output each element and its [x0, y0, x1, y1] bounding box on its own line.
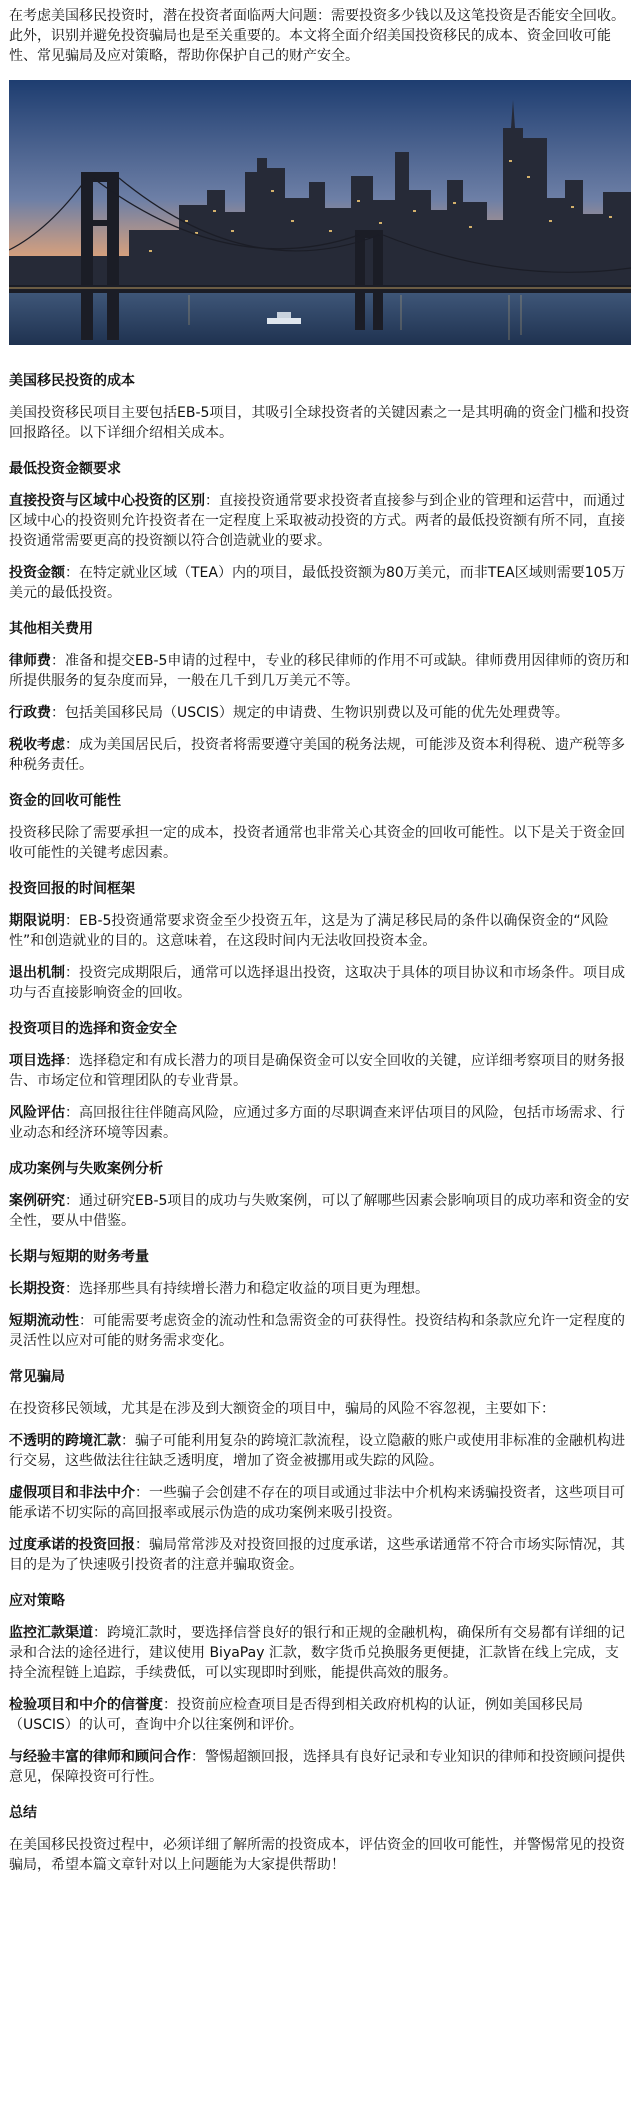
term-label: 长期投资: [9, 1281, 65, 1297]
section-title-summary: 总结: [9, 1805, 37, 1821]
paragraph-long-term: 长期投资：选择那些具有持续增长潜力和稳定收益的项目更为理想。: [9, 1281, 429, 1297]
term-text: 在特定就业区域（TEA）内的项目，最低投资额为80万美元，而非TEA区域则需要105万美元的最低投资。: [9, 565, 626, 601]
paragraph-overpromise: 过度承诺的投资回报：骗局常常涉及对投资回报的过度承诺，这些承诺通常不符合市场实际情况，其目的是为了快速吸引投资者的注意并骗取资金。: [9, 1537, 625, 1573]
term-text: 警惕超额回报，选择具有良好记录和专业知识的律师和投资顾问提供意见，保障投资可行性。: [9, 1749, 625, 1785]
section-title-strategy: 应对策略: [9, 1593, 65, 1609]
paragraph-project-selection: 项目选择：选择稳定和有成长潜力的项目是确保资金可以安全回收的关键，应详细考察项目的财务报告、市场定位和管理团队的专业背景。: [9, 1053, 625, 1089]
term-label: 税收考虑: [9, 737, 65, 753]
term-label: 项目选择: [9, 1053, 65, 1069]
term-text: 成为美国居民后，投资者将需要遵守美国的税务法规，可能涉及资本利得税、遗产税等多种税务责任。: [9, 737, 625, 773]
paragraph-admin-fee: 行政费：包括美国移民局（USCIS）规定的申请费、生物识别费以及可能的优先处理费等。: [9, 705, 569, 721]
recovery-description: 投资移民除了需要承担一定的成本，投资者通常也非常关心其资金的回收可能性。以下是关于资金回收可能性的关键考虑因素。: [9, 825, 625, 861]
term-label: 过度承诺的投资回报: [9, 1537, 135, 1553]
term-text: 投资完成期限后，通常可以选择退出投资，这取决于具体的项目协议和市场条件。项目成功与否直接影响资金的回收。: [9, 965, 625, 1001]
term-text: 直接投资通常要求投资者直接参与到企业的管理和运营中，而通过区域中心的投资则允许投资者在一定程度上采取被动投资的方式。两者的最低投资额有所不同，直接投资通常需要更高的投资额以符合创造就业的要求。: [9, 493, 625, 549]
term-text: 选择稳定和有成长潜力的项目是确保资金可以安全回收的关键，应详细考察项目的财务报告、市场定位和管理团队的专业背景。: [9, 1053, 625, 1089]
term-label: 短期流动性: [9, 1313, 79, 1329]
term-label: 不透明的跨境汇款: [9, 1433, 121, 1449]
paragraph-short-term: 短期流动性：可能需要考虑资金的流动性和急需资金的可获得性。投资结构和条款应允许一定程度的灵活性以应对可能的财务需求变化。: [9, 1313, 625, 1349]
term-label: 直接投资与区域中心投资的区别: [9, 493, 205, 509]
summary-paragraph: 在美国移民投资过程中，必须详细了解所需的投资成本，评估资金的回收可能性，并警惕常见的投资骗局，希望本篇文章针对以上问题能为大家提供帮助！: [9, 1837, 625, 1873]
hero-image-brooklyn-bridge-skyline: [9, 80, 631, 345]
subsection-title-long-short: 长期与短期的财务考量: [9, 1249, 149, 1265]
subsection-title-other-fees: 其他相关费用: [9, 621, 93, 637]
term-text: 准备和提交EB-5申请的过程中，专业的移民律师的作用不可或缺。律师费用因律师的资历和所提供服务的复杂度而异，一般在几千到几万美元不等。: [9, 653, 630, 689]
paragraph-case-study: 案例研究：通过研究EB-5项目的成功与失败案例，可以了解哪些因素会影响项目的成功率和资金的安全性，要从中借鉴。: [9, 1193, 630, 1229]
term-text: 包括美国移民局（USCIS）规定的申请费、生物识别费以及可能的优先处理费等。: [65, 705, 569, 721]
subsection-title-selection: 投资项目的选择和资金安全: [9, 1021, 177, 1037]
term-text: 一些骗子会创建不存在的项目或通过非法中介机构来诱骗投资者，这些项目可能承诺不切实际的高回报率或展示伪造的成功案例来吸引投资。: [9, 1485, 625, 1521]
paragraph-investment-amount: 投资金额：在特定就业区域（TEA）内的项目，最低投资额为80万美元，而非TEA区域则需要105万美元的最低投资。: [9, 565, 626, 601]
term-text: 骗子可能利用复杂的跨境汇款流程，设立隐蔽的账户或使用非标准的金融机构进行交易，这些做法往往缺乏透明度，增加了资金被挪用或失踪的风险。: [9, 1433, 625, 1469]
scams-description: 在投资移民领域，尤其是在涉及到大额资金的项目中，骗局的风险不容忽视，主要如下：: [9, 1401, 555, 1417]
paragraph-opaque-remittance: 不透明的跨境汇款：骗子可能利用复杂的跨境汇款流程，设立隐蔽的账户或使用非标准的金融机构进行交易，这些做法往往缺乏透明度，增加了资金被挪用或失踪的风险。: [9, 1433, 625, 1469]
paragraph-verify-credibility: 检验项目和中介的信誉度：投资前应检查项目是否得到相关政府机构的认证，例如美国移民局（USCIS）的认可，查询中介以往案例和评价。: [9, 1697, 583, 1733]
term-label: 律师费: [9, 653, 51, 669]
paragraph-fake-projects: 虚假项目和非法中介：一些骗子会创建不存在的项目或通过非法中介机构来诱骗投资者，这些项目可能承诺不切实际的高回报率或展示伪造的成功案例来吸引投资。: [9, 1485, 625, 1521]
paragraph-direct-vs-regional: 直接投资与区域中心投资的区别：直接投资通常要求投资者直接参与到企业的管理和运营中，而通过区域中心的投资则允许投资者在一定程度上采取被动投资的方式。两者的最低投资额有所不同，直接投资通常需要更高的投资额以符合创造就业的要求。: [9, 493, 625, 549]
term-label: 期限说明: [9, 913, 65, 929]
term-label: 检验项目和中介的信誉度: [9, 1697, 163, 1713]
intro-paragraph: 在考虑美国移民投资时，潜在投资者面临两大问题：需要投资多少钱以及这笔投资是否能安全回收。此外，识别并避免投资骗局也是至关重要的。本文将全面介绍美国投资移民的成本、资金回收可能性、常见骗局及应对策略，帮助你保护自己的财产安全。: [9, 8, 625, 64]
paragraph-lawyer-fee: 律师费：准备和提交EB-5申请的过程中，专业的移民律师的作用不可或缺。律师费用因律师的资历和所提供服务的复杂度而异，一般在几千到几万美元不等。: [9, 653, 630, 689]
term-label: 与经验丰富的律师和顾问合作: [9, 1749, 191, 1765]
paragraph-monitor-remittance: 监控汇款渠道：跨境汇款时，要选择信誉良好的银行和正规的金融机构，确保所有交易都有详细的记录和合法的途径进行，建议使用 BiyaPay 汇款，数字货币兑换服务更便捷，汇款皆在线上完成，支持全流程链上追踪，手续费低，可以实现即时到账，能提供高效的服务。: [9, 1625, 625, 1681]
paragraph-exit-mechanism: 退出机制：投资完成期限后，通常可以选择退出投资，这取决于具体的项目协议和市场条件。项目成功与否直接影响资金的回收。: [9, 965, 625, 1001]
paragraph-work-with-lawyers: 与经验丰富的律师和顾问合作：警惕超额回报，选择具有良好记录和专业知识的律师和投资顾问提供意见，保障投资可行性。: [9, 1749, 625, 1785]
cost-description: 美国投资移民项目主要包括EB-5项目，其吸引全球投资者的关键因素之一是其明确的资金门槛和投资回报路径。以下详细介绍相关成本。: [9, 405, 630, 441]
term-text: 高回报往往伴随高风险，应通过多方面的尽职调查来评估项目的风险，包括市场需求、行业动态和经济环境等因素。: [9, 1105, 625, 1141]
term-text: 骗局常常涉及对投资回报的过度承诺，这些承诺通常不符合市场实际情况，其目的是为了快速吸引投资者的注意并骗取资金。: [9, 1537, 625, 1573]
term-label: 监控汇款渠道: [9, 1625, 93, 1641]
section-title-scams: 常见骗局: [9, 1369, 65, 1385]
term-label: 投资金额: [9, 565, 65, 581]
paragraph-term-explanation: 期限说明：EB-5投资通常要求资金至少投资五年，这是为了满足移民局的条件以确保资金的“风险性”和创造就业的目的。这意味着，在这段时间内无法收回投资本金。: [9, 913, 609, 949]
subsection-title-timeframe: 投资回报的时间框架: [9, 881, 135, 897]
section-title-cost: 美国移民投资的成本: [9, 373, 135, 389]
term-text: 投资前应检查项目是否得到相关政府机构的认证，例如美国移民局（USCIS）的认可，查询中介以往案例和评价。: [9, 1697, 583, 1733]
term-text: EB-5投资通常要求资金至少投资五年，这是为了满足移民局的条件以确保资金的“风险性”和创造就业的目的。这意味着，在这段时间内无法收回投资本金。: [9, 913, 609, 949]
subsection-title-min-investment: 最低投资金额要求: [9, 461, 121, 477]
subsection-title-cases: 成功案例与失败案例分析: [9, 1161, 163, 1177]
term-text: 可能需要考虑资金的流动性和急需资金的可获得性。投资结构和条款应允许一定程度的灵活性以应对可能的财务需求变化。: [9, 1313, 625, 1349]
term-text: 选择那些具有持续增长潜力和稳定收益的项目更为理想。: [79, 1281, 429, 1297]
section-title-recovery: 资金的回收可能性: [9, 793, 121, 809]
term-label: 案例研究: [9, 1193, 65, 1209]
paragraph-risk-assessment: 风险评估：高回报往往伴随高风险，应通过多方面的尽职调查来评估项目的风险，包括市场需求、行业动态和经济环境等因素。: [9, 1105, 625, 1141]
term-label: 虚假项目和非法中介: [9, 1485, 135, 1501]
term-text: 跨境汇款时，要选择信誉良好的银行和正规的金融机构，确保所有交易都有详细的记录和合法的途径进行，建议使用 BiyaPay 汇款，数字货币兑换服务更便捷，汇款皆在线上完成，支持全流程链上追踪，手续费低，可以实现即时到账，能提供高效的服务。: [9, 1625, 625, 1681]
term-label: 退出机制: [9, 965, 65, 981]
paragraph-tax: 税收考虑：成为美国居民后，投资者将需要遵守美国的税务法规，可能涉及资本利得税、遗产税等多种税务责任。: [9, 737, 625, 773]
term-label: 行政费: [9, 705, 51, 721]
term-label: 风险评估: [9, 1105, 65, 1121]
term-text: 通过研究EB-5项目的成功与失败案例，可以了解哪些因素会影响项目的成功率和资金的安全性，要从中借鉴。: [9, 1193, 630, 1229]
